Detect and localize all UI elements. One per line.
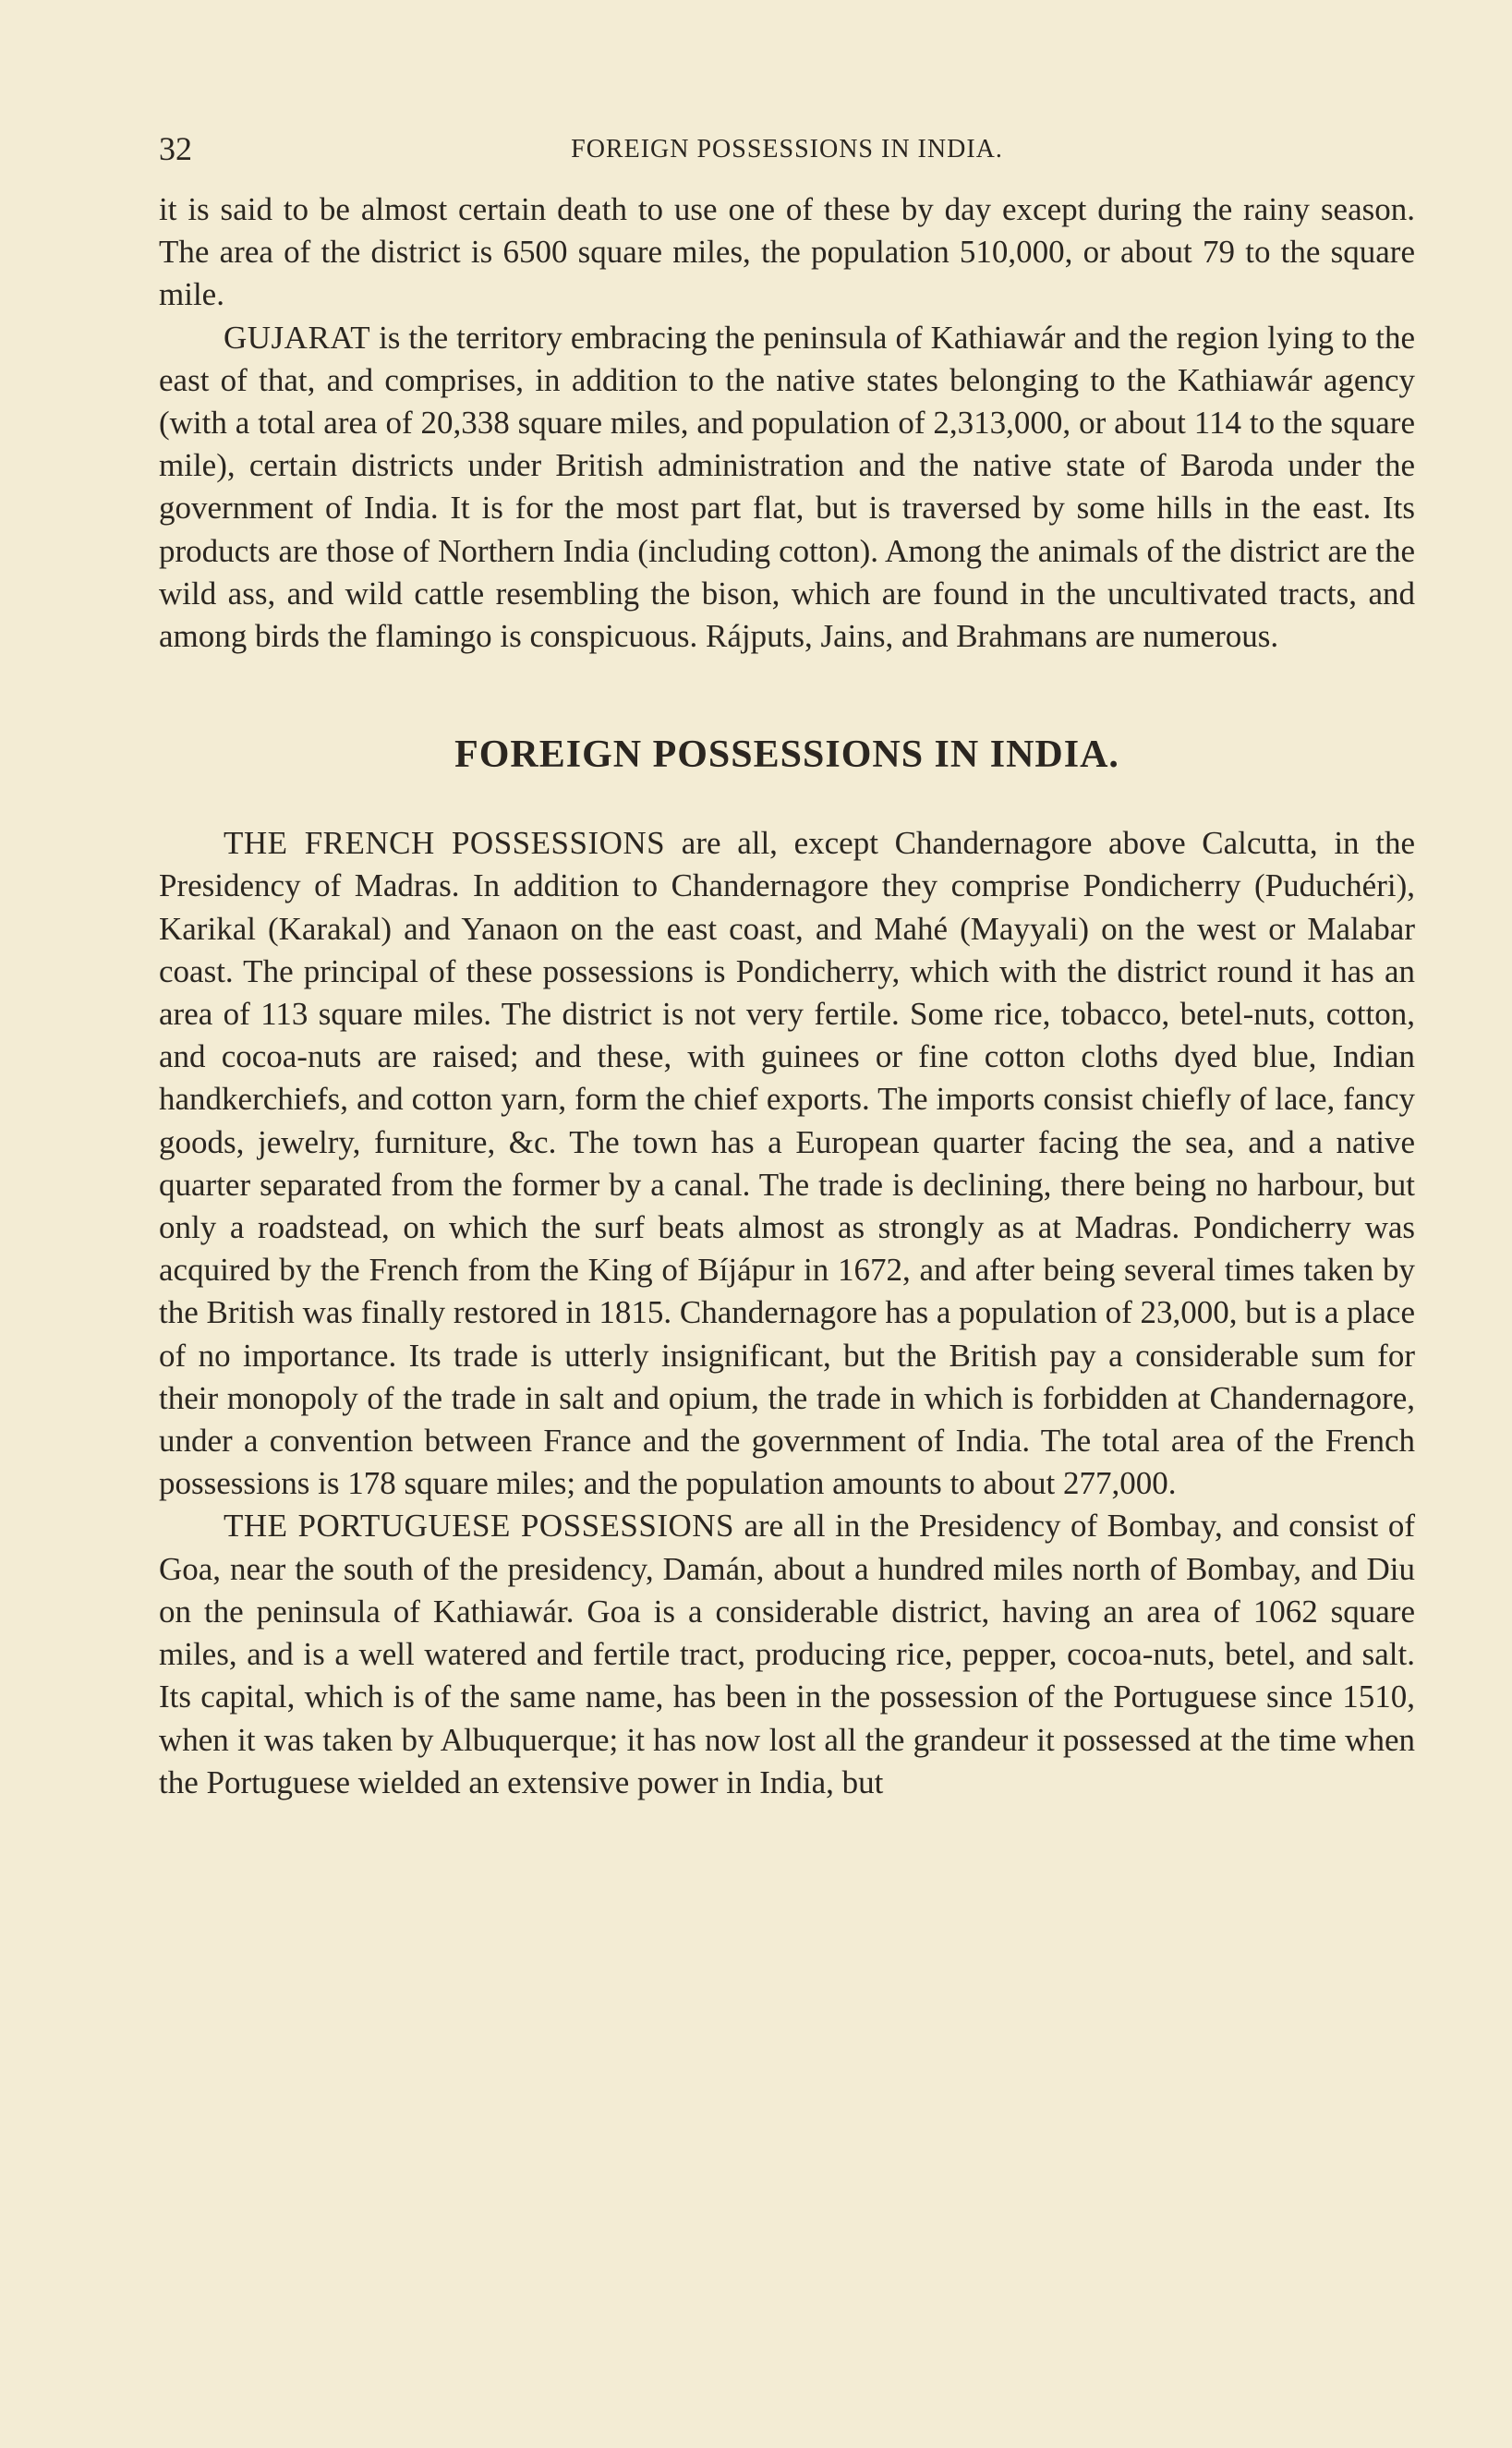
paragraph-french-possessions (159, 822, 1415, 1505)
paragraph-gujarat (159, 317, 1415, 659)
paragraph-text: is the territory embracing the peninsula of Kathiawár and the region lying to the east of that, and comprises, in addition to the native states belonging to the Kathiawár agency (with a total area of 20,338 square miles, and population of 2,313,000, or about 114 to the square mile), certain districts under British administration and the native state of Baroda under the government of India. It is for the most part flat, but is traversed by some hills in the east. Its products are those of Northern India (including cotton). Among the animals of the district are the wild ass, and wild cattle resembling the bison, which are found in the uncultivated tracts, and among birds the flamingo is conspicuous. Rájputs, Jains, and Brahmans are numerous. (159, 319, 1415, 655)
page-body (159, 188, 1415, 1804)
running-head: FOREIGN POSSESSIONS IN INDIA. (571, 135, 1003, 164)
paragraph-text: are all, except Chandernagore above Calcutta, in the Presidency of Madras. In addition to Chandernagore they comprise Pondicherry (Puduchéri), Karikal (Karakal) and Yanaon on the east coast, and Mahé (Mayyali) on the west or Malabar coast. The principal of these possessions is Pondicherry, which with the district round it has an area of 113 square miles. The district is not very fertile. Some rice, tobacco, betel-nuts, cotton, and cocoa-nuts are raised; and these, with guinees or fine cotton cloths dyed blue, Indian handkerchiefs, and cotton yarn, form the chief exports. The imports consist chiefly of lace, fancy goods, jewelry, furniture, &c. The town has a European quarter facing the sea, and a native quarter separated from the former by a canal. The trade is declining, there being no harbour, but only a roadstead, on which the surf beats almost as strongly as at Madras. Pondicherry was acquired by the French from the King of Bíjápur in 1672, and after being several times taken by the British was finally restored in 1815. Chandernagore has a population of 23,000, but is a place of no importance. Its trade is utterly insignificant, but the British pay a considerable sum for their monopoly of the trade in salt and opium, the trade in which is forbidden at Chandernagore, under a convention between France and the government of India. The total area of the French possessions is 178 square miles; and the population amounts to about 277,000. (159, 825, 1415, 1502)
section-heading: FOREIGN POSSESSIONS IN INDIA. (454, 733, 1119, 777)
paragraph-lead: THE FRENCH POSSESSIONS (224, 825, 666, 862)
page-number: 32 (159, 130, 192, 167)
paragraph-continuation (159, 188, 1415, 317)
paragraph-lead: GUJARAT (224, 319, 371, 356)
paragraph-lead: THE PORTUGUESE POSSESSIONS (224, 1508, 735, 1545)
paragraph-text: are all in the Presidency of Bombay, and consist of Goa, near the south of the presidency, Damán, about a hundred miles north of Bombay, and Diu on the peninsula of Kathiawár. Goa is a considerable district, having an area of 1062 square miles, and is a well watered and fertile tract, producing rice, pepper, cocoa-nuts, betel, and salt. Its capital, which is of the same name, has been in the possession of the Portuguese since 1510, when it was taken by Albuquerque; it has now lost all the grandeur it possessed at the time when the Portuguese wielded an extensive power in India, but (159, 1508, 1415, 1800)
paragraph-text: it is said to be almost certain death to use one of these by day except during the rainy season. The area of the district is 6500 square miles, the population 510,000, or about 79 to the square mile. (159, 191, 1415, 313)
paragraph-portuguese-possessions (159, 1505, 1415, 1803)
page-header (159, 129, 1415, 176)
